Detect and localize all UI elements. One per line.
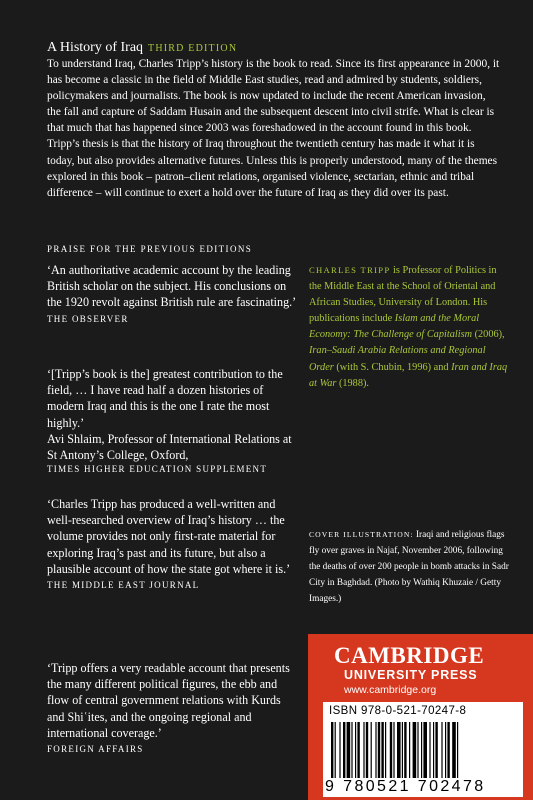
author-bio: [309, 262, 509, 392]
publisher-url: www.cambridge.org: [344, 684, 437, 696]
praise-heading: PRAISE FOR THE PREVIOUS EDITIONS: [47, 244, 253, 254]
author-bio-text: (2006),: [472, 329, 505, 341]
praise-quote: [47, 660, 297, 756]
author-work-title: Iran–Saudi Arabia Relations and Regional Order: [309, 345, 486, 373]
quote-source: THE OBSERVER: [47, 313, 129, 324]
quote-text: ‘Tripp offers a very readable account that presents the many different political figures, the ebb and flow of central government relations with Kurds and Shiʿites, and the ongoing regional and international coverage.’: [47, 661, 290, 740]
barcode-digits: 9 780521 702478: [325, 778, 486, 795]
author-work-title: Islam and the Moral Economy: The Challenge of Capitalism: [309, 313, 480, 341]
title-row: [47, 40, 237, 57]
publisher-block: [308, 634, 533, 800]
publisher-name: CAMBRIDGE: [334, 643, 485, 668]
author-bio-text: (with S. Chubin, 1996) and: [333, 361, 452, 373]
quote-text: ‘An authoritative academic account by the leading British scholar on the subject. His conclusions on the 1920 revolt against British rule are fascinating.’: [47, 263, 297, 310]
author-work-title: Iran and Iraq at War: [309, 361, 508, 389]
barcode-icon: [329, 722, 517, 778]
quote-source: TIMES HIGHER EDUCATION SUPPLEMENT: [47, 464, 268, 475]
book-blurb: To understand Iraq, Charles Tripp’s history is the book to read. Since its first appearance in 2000, it has become a classic in the field of Middle East studies, read and admired by students, soldiers, policymakers and journalists. The book is now updated to include the recent American invasion, the fall and capture of Saddam Husain and the subsequent descent into civil strife. What is clear is that much that has happened since 2003 was foreshadowed in the account found in this book. Tripp’s thesis is that the history of Iraq throughout the twentieth century has made it what it is today, but also provides alternative futures. Unless this is properly understood, many of the themes explored in this book – patron–client relations, organised violence, sectarian, ethnic and tribal difference – will continue to exert a hold over the future of Iraq as they did over its past.: [47, 58, 500, 199]
isbn-label: ISBN 978-0-521-70247-8: [329, 705, 467, 717]
cover-illustration-note: [309, 527, 509, 607]
barcode-panel: [323, 702, 523, 797]
author-bio-text: (1988).: [336, 377, 369, 389]
quote-source: FOREIGN AFFAIRS: [47, 744, 144, 755]
publisher-subtitle: UNIVERSITY PRESS: [344, 668, 478, 682]
quote-text: ‘Charles Tripp has produced a well-written and well-researched overview of Iraq’s history … the volume provides not only first-rate material for exploring Iraq’s past and its future, but also a plausible account of how the state got where it is.’: [47, 497, 291, 576]
book-title: A History of Iraq: [47, 40, 144, 55]
author-bio-text: is Professor of Politics in the Middle East at the School of Oriental and African Studies, University of London. His publications include: [309, 265, 497, 325]
quote-source: THE MIDDLE EAST JOURNAL: [47, 580, 200, 591]
edition-label: THIRD EDITION: [148, 43, 238, 54]
praise-quote: [47, 496, 297, 592]
author-name: CHARLES TRIPP: [309, 265, 391, 275]
cover-note-text: Iraqi and religious flags fly over graves in Najaf, November 2006, following the deaths of over 200 people in bomb attacks in Sadr City in Baghdad. (Photo by Wathiq Khuzaie / Getty Images.): [309, 530, 509, 604]
cover-note-lead: COVER ILLUSTRATION:: [309, 530, 414, 539]
praise-quote: [47, 366, 297, 476]
quote-attribution: Avi Shlaim, Professor of International Relations at St Antony’s College, Oxford,: [47, 431, 292, 463]
praise-quote: [47, 262, 297, 326]
quote-text: ‘[Tripp’s book is the] greatest contribution to the field, … I have read half a dozen histories of modern Iraq and this is the one I rate the most highly.’: [47, 367, 283, 430]
